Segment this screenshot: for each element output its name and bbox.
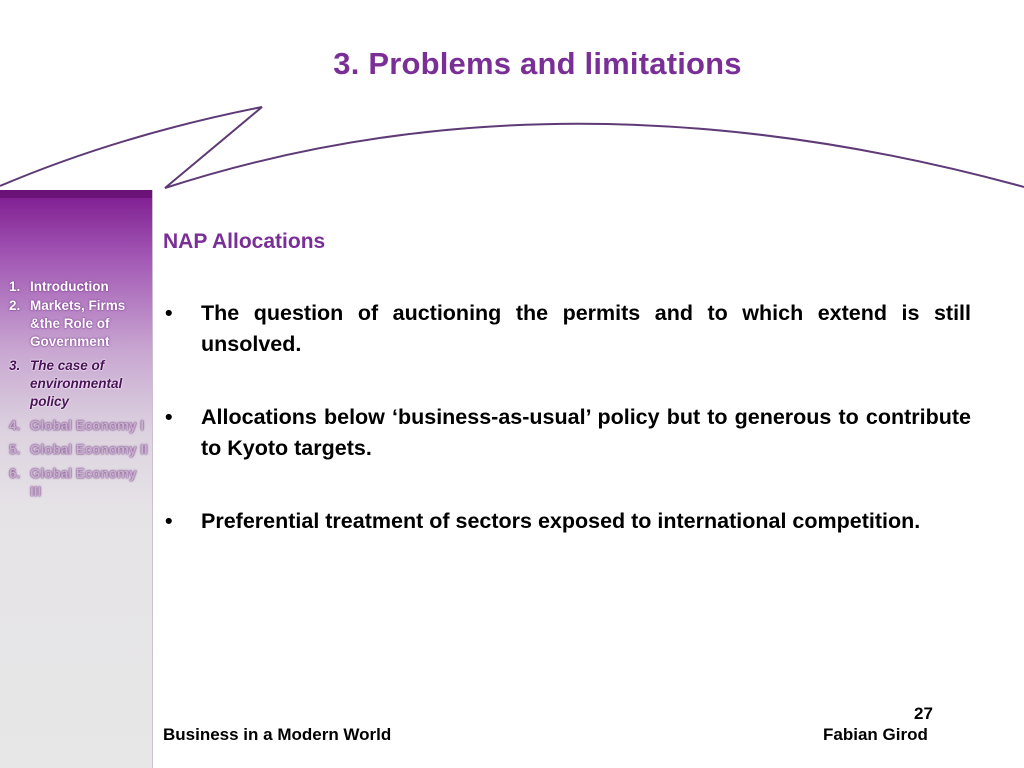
nav-item-label: Markets, Firms &the Role of Government [30,298,126,349]
nav-item-markets-firms[interactable] [9,297,149,351]
nav-item-number: 5. [9,442,21,457]
nav-item-number: 2. [9,298,21,313]
bullet-icon: • [165,509,173,533]
nav-item-label: The case of environmental policy [30,358,123,409]
section-subtitle: NAP Allocations [163,230,326,253]
slide-content [163,230,971,579]
page-number: 27 [914,704,933,723]
bullet-text: Preferential treatment of sectors exposed to international competition. [201,509,921,533]
footer-author: Fabian Girod [823,725,928,744]
sidebar-nav [9,278,149,502]
nav-item-label: Global Economy I [30,418,145,433]
bullet-list [163,298,971,537]
slide-title: 3. Problems and limitations [333,46,742,81]
nav-item-global-economy-2[interactable] [9,441,149,459]
nav-item-global-economy-3[interactable] [9,465,149,501]
bullet-item [163,298,971,360]
bullet-item [163,506,971,537]
nav-item-label: Introduction [30,279,109,294]
nav-item-global-economy-1[interactable] [9,417,149,435]
nav-item-label: Global Economy II [30,442,148,457]
nav-item-number: 6. [9,466,21,481]
nav-item-environmental-policy[interactable] [9,357,149,411]
bullet-icon: • [165,405,173,429]
nav-item-introduction[interactable] [9,278,149,296]
header-swoosh-decoration [0,0,1024,200]
nav-item-number: 1. [9,279,21,294]
footer-course-title: Business in a Modern World [163,725,392,744]
nav-item-number: 3. [9,358,21,373]
bullet-text: Allocations below ‘business-as-usual’ policy but to generous to contribute to Kyoto targets. [201,405,971,460]
nav-item-label: Global Economy III [30,466,137,499]
nav-item-number: 4. [9,418,21,433]
bullet-icon: • [165,301,173,325]
bullet-text: The question of auctioning the permits and to which extend is still unsolved. [201,301,971,356]
bullet-item [163,402,971,464]
